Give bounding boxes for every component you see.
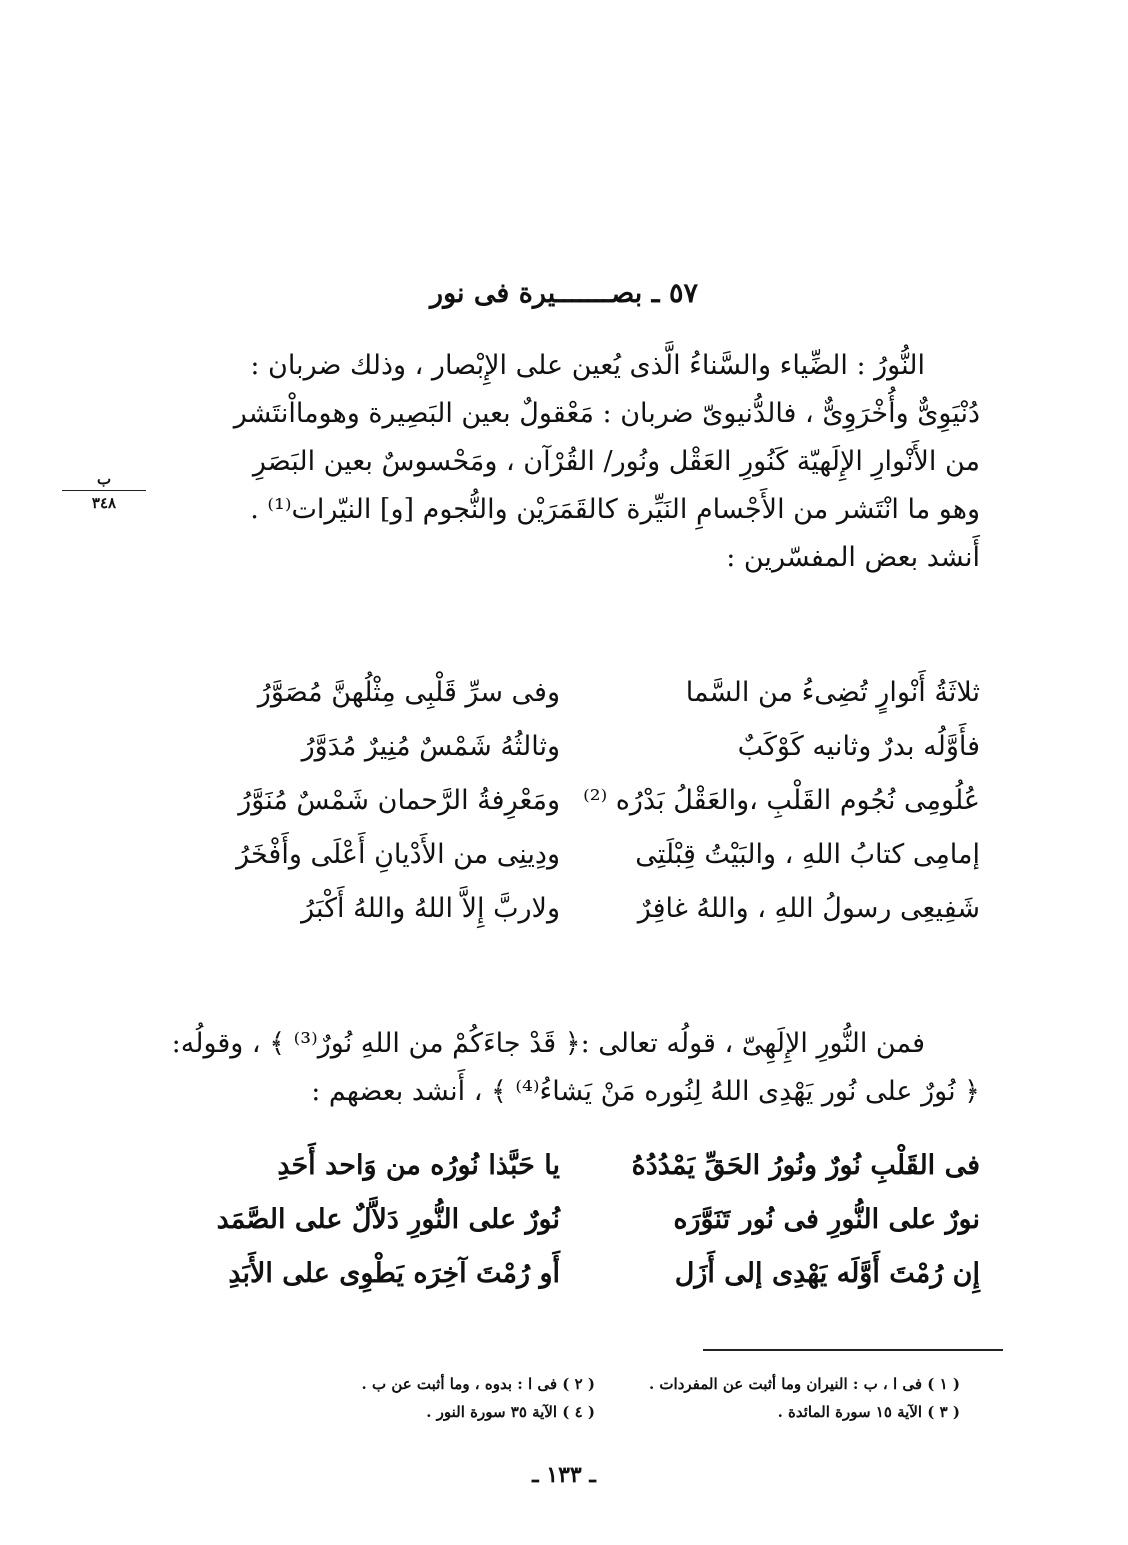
verse-first-hemistich: شَفِيعِى رسولُ اللهِ ، واللهُ غافِرٌ [637, 892, 980, 924]
folio-divider [62, 490, 146, 491]
verse-first-hemistich: عُلُومِى نُجُوم القَلْبِ ،والعَقْلُ بَدْرُه ⁽²⁾ [583, 784, 980, 816]
text-line: وهو ما انْتَشر من الأَجْسامِ النَيِّرة كالقَمَرَيْن والنُّجوم [و] النيّرات⁽¹⁾ . [250, 494, 980, 525]
footnote: ( ٣ ) الآية ١٥ سورة المائدة . [777, 1403, 960, 1421]
footnote-divider [703, 1349, 1003, 1351]
footnotes [250, 1375, 960, 1431]
verse-first-hemistich: فى القَلْبِ نُورٌ ونُورُ الحَقِّ يَمْدُدُهُ [631, 1149, 980, 1181]
poem-first [160, 665, 980, 935]
footnote: ( ٤ ) الآية ٣٥ سورة النور . [426, 1403, 595, 1421]
folio-number: ٣٤٨ [91, 494, 117, 512]
footnote: ( ١ ) فى ا ، ب : النيران وما أثبت عن المفردات . [648, 1375, 960, 1393]
page-number: ـ ١٣٣ ـ [532, 1462, 596, 1488]
poem-verse [160, 1246, 980, 1300]
footnote-row [250, 1375, 960, 1403]
verse-second-hemistich: ودِينِى من الأَدْيانِ أَعْلَى وأَفْخَرُ [236, 838, 560, 870]
poem-second [160, 1138, 980, 1300]
verse-second-hemistich: يا حَبَّذا نُورُه من وَاحد أَحَدِ [277, 1149, 560, 1181]
text-line: النُّورُ : الضِّياء والسَّناءُ الَّذى يُعين على الإِبْصار ، وذلك ضربان : [250, 350, 925, 381]
text-line: دُنْيَوِىٌّ وأُخْرَوِىٌّ ، فالدُّنيوىّ ضربان : مَعْقولٌ بعين البَصِيرة وهومااْنتَشر [233, 398, 980, 429]
poem-verse [160, 1192, 980, 1246]
verse-second-hemistich: نُورٌ على النُّورِ دَلاَّلٌ على الصَّمَد [216, 1203, 560, 1235]
manuscript-folio-note [62, 470, 146, 512]
intro-paragraph [150, 342, 980, 582]
verse-first-hemistich: نورٌ على النُّورِ فى نُور تَنَوَّرَه [673, 1203, 980, 1235]
verse-second-hemistich: ولاربَّ إِلاَّ اللهُ واللهُ أَكْبَرُ [301, 892, 560, 924]
footnote: ( ٢ ) فى ا : بدوه ، وما أثبت عن ب . [361, 1375, 595, 1393]
section-heading: ٥٧ ـ بصـــــــيرة فى نور [430, 278, 698, 309]
poem-verse [160, 1138, 980, 1192]
verse-first-hemistich: إِن رُمْتَ أَوَّلَه يَهْدِى إلى أَزَل [674, 1257, 980, 1289]
text-line: أَنشد بعض المفسّرين : [726, 542, 980, 573]
verse-second-hemistich: وفى سرِّ قَلْبِى مِثْلُهنَّ مُصَوَّرُ [257, 676, 560, 708]
poem-verse [160, 827, 980, 881]
poem-verse [160, 665, 980, 719]
verse-first-hemistich: إمامِى كتابُ اللهِ ، والبَيْتُ قِبْلَتِى [635, 838, 980, 870]
verse-first-hemistich: فأَوَّلُه بدرٌ وثانيه كَوْكَبٌ [737, 730, 980, 762]
verse-second-hemistich: ومَعْرِفةُ الرَّحمان شَمْسٌ مُنَوَّرُ [238, 784, 560, 816]
quran-paragraph [150, 1020, 980, 1116]
verse-first-hemistich: ثلاثَةُ أَنْوارٍ تُضِىءُ من السَّما [685, 676, 980, 708]
text-line: ﴿ نُورٌ على نُور يَهْدِى اللهُ لِنُوره مَنْ يَشاءُ⁽⁴⁾ ﴾ ، أَنشد بعضهم : [311, 1076, 980, 1107]
poem-verse [160, 719, 980, 773]
text-line: فمن النُّورِ الإِلَهِىّ ، قولُه تعالى :﴿ قَدْ جاءَكُمْ من اللهِ نُورٌ⁽³⁾ ﴾ ، وقولُه: [171, 1028, 925, 1059]
verse-second-hemistich: وثالثُهُ شَمْسٌ مُنِيرٌ مُدَوَّرُ [301, 730, 560, 762]
folio-letter: ب [96, 470, 112, 488]
poem-verse [160, 881, 980, 935]
poem-verse [160, 773, 980, 827]
footnote-row [250, 1403, 960, 1431]
text-line: من الأَنْوارِ الإِلَهيّة كَنُورِ العَقْل ونُور/ القُرْآن ، ومَحْسوسٌ بعين البَصَرِ [252, 446, 980, 477]
verse-second-hemistich: أَو رُمْتَ آخِرَه يَطْوِى على الأَبَدِ [228, 1257, 560, 1289]
